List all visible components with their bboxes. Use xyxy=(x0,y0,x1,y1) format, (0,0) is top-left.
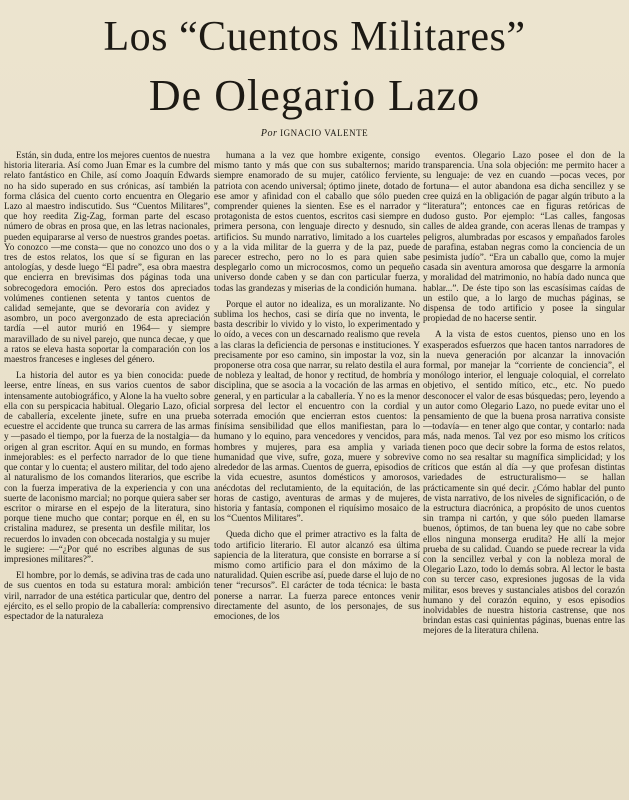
article-title-line-2: De Olegario Lazo xyxy=(148,71,481,120)
paragraph: Porque el autor no idealiza, es un moralizante. No sublima los hechos, casi se diría que no inventa, le basta describir lo vivido y lo visto, lo experimentado y lo oído, a veces con un descarnado realismo que revela a las claras la deficiencia de personas e instituciones. Y precisamente por eso camino, sin impostar la voz, sin proponerse otra cosa que narrar, su relato destila el aura de nobleza y lealtad, de honor y rectitud, de hombría y disciplina, que se asocia a la vocación de las armas en general, y en particular a la caballería. Y no es la menor sorpresa del lector el encuentro con la cordial y soterrada emoción que encierran estos cuentos: la finísima sensibilidad que ellos manifiestan, para lo humano y lo equino, para vencedores y vencidos, para hombres y mujeres, para esa amplia y variada humanidad que vive, sufre, goza, muere y sobrevive alrededor de las armas. Cuentos de guerra, episodios de la vida ecuestre, asuntos domésticos y amorosos, anécdotas del reclutamiento, de la equitación, de las horas de castigo, aventuras de armas y de mujeres, historia y fantasía, componen el riquísimo mosaico de los “Cuentos Militares”. xyxy=(214,298,420,524)
paragraph: El hombre, por lo demás, se adivina tras de cada uno de sus cuentos en toda su estatura moral: ambición viril, narrador de una estética particular que, dentro del ejército, es el sello propio de la caballería: comprensivo espectador de la naturaleza xyxy=(4,570,210,621)
paragraph: Queda dicho que el primer atractivo es la falta de todo artificio literario. El autor alcanzó esa última sapiencia de la literatura, que consiste en borrarse a sí mismo como artificio para el don máximo de la naturalidad. Quien escribe así, puede darse el lujo de no tener “recursos”. El carácter de toda técnica: le basta ponerse a narrar. La fuerza parece entonces venir directamente del asunto, de los personajes, de sus emociones, de los xyxy=(214,529,420,621)
article-title-line-1: Los “Cuentos Militares” xyxy=(103,14,526,60)
text-column-1 xyxy=(4,150,210,795)
byline-author: IGNACIO VALENTE xyxy=(280,128,369,138)
text-column-3 xyxy=(423,150,625,795)
byline-prefix: Por xyxy=(260,128,278,139)
paragraph: Están, sin duda, entre los mejores cuentos de nuestra historia literaria. Así como Juan Emar es la cumbre del relato fantástico en Chile, así como Joaquín Edwards no ha sido superado en sus crónicas, así también la forma clásica del cuento corto encuentra en Olegario Lazo al maestro indiscutido. Sus “Cuentos Militares”, que hoy reedita Zig-Zag, forman parte del escaso número de obras en prosa que, en las letras nacionales, pueden equipararse al verso de nuestros grandes poetas. Yo conozco —me consta— que no conozco uno dos o tres de estos relatos, los que sí se figuran en las antologías, y desde luego “El padre”, esa obra maestra que encierra en brevísimas dos páginas toda una sobrecogedora emoción. Pero estos dos apreciados volúmenes contienen setenta y tantos cuentos de calidad semejante, que se devoraría con avidez y asombro, un poco avergonzado de esta apreciación tardía —el autor murió en 1964— y siempre maravillado de su nivel parejo, que nunca decae, y que a ratos se eleva hasta soportar la comparación con los maestros franceses e ingleses del género. xyxy=(4,150,210,365)
paragraph: humana a la vez que hombre exigente, consigo mismo tanto y más que con sus subalternos; marido siempre enamorado de su mujer, católico ferviente, patriota con acendo universal; óptimo jinete, dotado de ese amor y afinidad con el caballo que sólo pueden comprender quienes la sienten. Ese es el narrador y protagonista de estos cuentos, escritos casi siempre en primera persona, con lenguaje directo y desnudo, sin artificios. Su mundo narrativo, limitado a los cuarteles y a la vida militar de la guerra y de la paz, puede parecer estrecho, pero no lo es para quien sabe desplegarlo como un microcosmos, como un pequeño universo donde caben y se dan con particular fuerza, todas las grandezas y miserias de la condición humana. xyxy=(214,150,420,293)
text-column-2 xyxy=(214,150,420,795)
paragraph: eventos. Olegario Lazo posee el don de la transparencia. Una sola objeción: me permito hacer a su lenguaje: de vez en cuando —pocas veces, por fortuna— el autor abandona esa dicha sencillez y se cree quizá en la obligación de pagar algún tributo a la “literatura”; entonces cae en figuras retóricas de dudoso gusto. Por ejemplo: “Las calles, fangosas calles de aldea grande, con aceras llenas de trampas y peligros, alumbradas por escasos y empañados faroles de parafina, estaban negras como la conciencia de un pesimista judío”. “Era un caballo que, como la mujer casada sin aventura amorosa que desgarre la armonía y moralidad del matrimonio, no había dado nunca que hablar...”. De éste tipo son las escasísimas caídas de un estilo que, a lo largo de muchas páginas, se dispensa de todo artificio y posee la singular propiedad de no hacerse sentir. xyxy=(423,150,625,324)
paragraph: La historia del autor es ya bien conocida: puede leerse, entre líneas, en sus varios cuentos de sabor intensamente autobiográfico, y Alone la ha vuelto sobre ella con su perspicacia habitual. Olegario Lazo, oficial de caballería, excelente jinete, sufre en una prueba ecuestre el accidente que trunca su carrera de las armas y —pasado el tiempo, por la fuerza de la nostalgia— da origen al gran escritor. Aquí en su mundo, en formas inmejorables: es el perfecto narrador de lo que tiene que contar y lo cuenta; el austero militar, del todo ajeno al naturalismo de los comandos literarios, que escribe con la fuerza imperativa de la experiencia y con una suerte de laconismo marcial; no porque quiera saber ser escritor o mirarse en el espejo de la literatura, sino porque tiene mucho que contar; porque en él, en su cristalina madurez, se presenta un desfile militar, los recuerdos lo invaden con obcecada nostalgia y su mujer le sugiere: —“¿Por qué no escribes algunas de sus impresiones militares?”. xyxy=(4,370,210,564)
paragraph: A la vista de estos cuentos, pienso uno en los exasperados esfuerzos que hacen tantos narradores de la nueva generación por alcanzar la innovación formal, por manejar la “corriente de conciencia”, el monólogo interior, el lenguaje coloquial, el correlato objetivo, el sentido mítico, etc., etc. No puedo desconocer el valor de esas búsquedas; pero, leyendo a un autor como Olegario Lazo, no puede evitar uno el pensamiento de que la buena prosa narrativa consiste —todavía— en tener algo que contar, y contarlo: nada más, nada menos. Tal vez por eso mismo los críticos tienen poco que decir sobre la forma de estos relatos, como no sea resaltar su magnífica simplicidad; y los críticos que están al día —y que profesan distintas variedades de estructuralismo— se hallan prácticamente sin qué decir. ¿Cómo hablar del punto de vista narrativo, de los niveles de significación, o de la estructura diacrónica, a propósito de unos cuentos sin trampa ni cartón, y que sólo pueden llamarse buenos, óptimos, de tan buena ley que no cabe sobre ellos ninguna monserga erudita? He allí la mejor prueba de su calidad. Cuando se puede recrear la vida con la sencillez verbal y con la nobleza moral de Olegario Lazo, todo lo demás sobra. Al lector le basta con su tercer caso, expresiones jugosas de la vida militar, esos breves y sustanciales atisbos del corazón humano y del corazón equino, y esos episodios inolvidables de nuestra historia castrense, que nos brindan estas casi quinientas páginas, buenas entre las mejores de la literatura chilena. xyxy=(423,329,625,636)
byline xyxy=(0,128,629,139)
